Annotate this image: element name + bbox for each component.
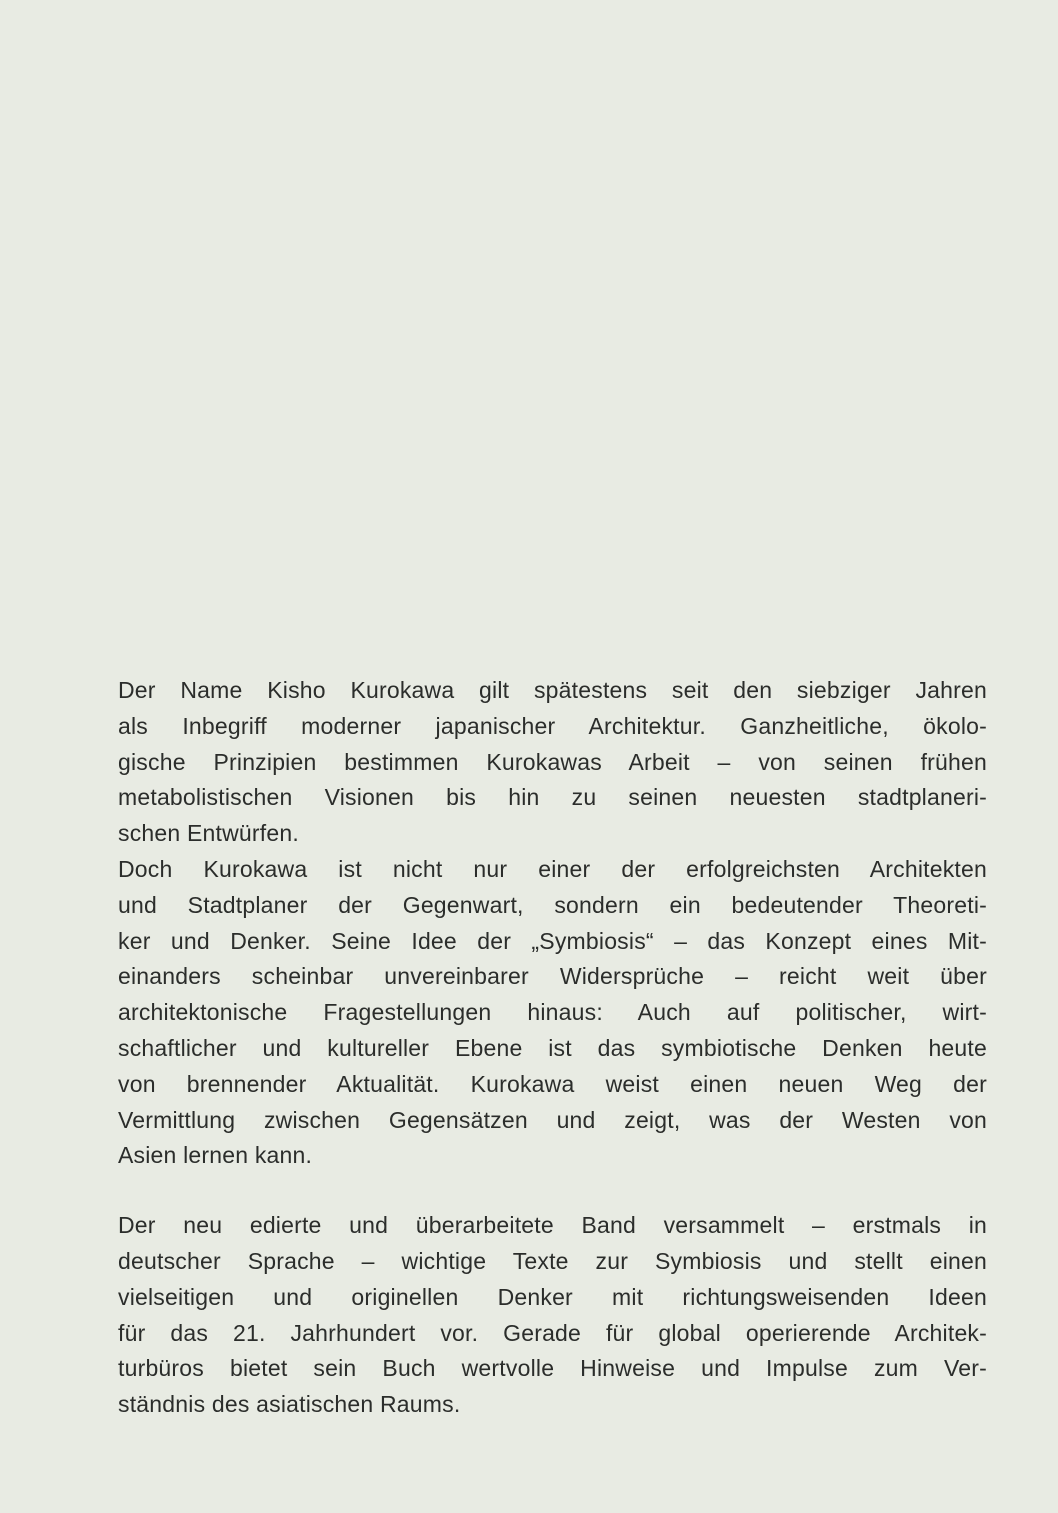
text-line: schen Entwürfen. bbox=[118, 820, 299, 847]
text-line: ständnis des asiatischen Raums. bbox=[118, 1391, 461, 1418]
text-line: ker und Denker. Seine Idee der „Symbiosis“ – das Konzept eines Mit- bbox=[118, 927, 987, 954]
text-line: vielseitigen und originellen Denker mit richtungsweisenden Ideen bbox=[118, 1283, 987, 1310]
text-line: schaftlicher und kultureller Ebene ist das symbiotische Denken heute bbox=[118, 1034, 987, 1061]
text-line: Doch Kurokawa ist nicht nur einer der erfolgreichsten Architekten bbox=[118, 855, 987, 882]
paragraph-symbiosis bbox=[118, 852, 987, 1174]
text-line: Vermittlung zwischen Gegensätzen und zeigt, was der Westen von bbox=[118, 1106, 987, 1133]
text-line: turbüros bietet sein Buch wertvolle Hinweise und Impulse zum Ver- bbox=[118, 1355, 987, 1382]
text-line: gische Prinzipien bestimmen Kurokawas Arbeit – von seinen frühen bbox=[118, 748, 987, 775]
back-cover-blurb bbox=[118, 673, 987, 1423]
text-line: Der neu edierte und überarbeitete Band versammelt – erstmals in bbox=[118, 1212, 987, 1239]
text-line: als Inbegriff moderner japanischer Architektur. Ganzheitliche, ökolo- bbox=[118, 712, 987, 739]
text-line: architektonische Fragestellungen hinaus: Auch auf politischer, wirt- bbox=[118, 999, 987, 1026]
text-line: für das 21. Jahrhundert vor. Gerade für global operierende Architek- bbox=[118, 1319, 987, 1346]
text-line: und Stadtplaner der Gegenwart, sondern ein bedeutender Theoreti- bbox=[118, 891, 987, 918]
text-line: Der Name Kisho Kurokawa gilt spätestens seit den siebziger Jahren bbox=[118, 677, 987, 703]
text-line: deutscher Sprache – wichtige Texte zur Symbiosis und stellt einen bbox=[118, 1247, 987, 1274]
text-line: Asien lernen kann. bbox=[118, 1142, 313, 1169]
text-line: einanders scheinbar unvereinbarer Widersprüche – reicht weit über bbox=[118, 963, 987, 990]
text-line: metabolistischen Visionen bis hin zu seinen neuesten stadtplaneri- bbox=[118, 784, 987, 811]
paragraph-intro bbox=[118, 673, 987, 852]
text-line: von brennender Aktualität. Kurokawa weist einen neuen Weg der bbox=[118, 1070, 987, 1097]
paragraph-book bbox=[118, 1208, 987, 1423]
